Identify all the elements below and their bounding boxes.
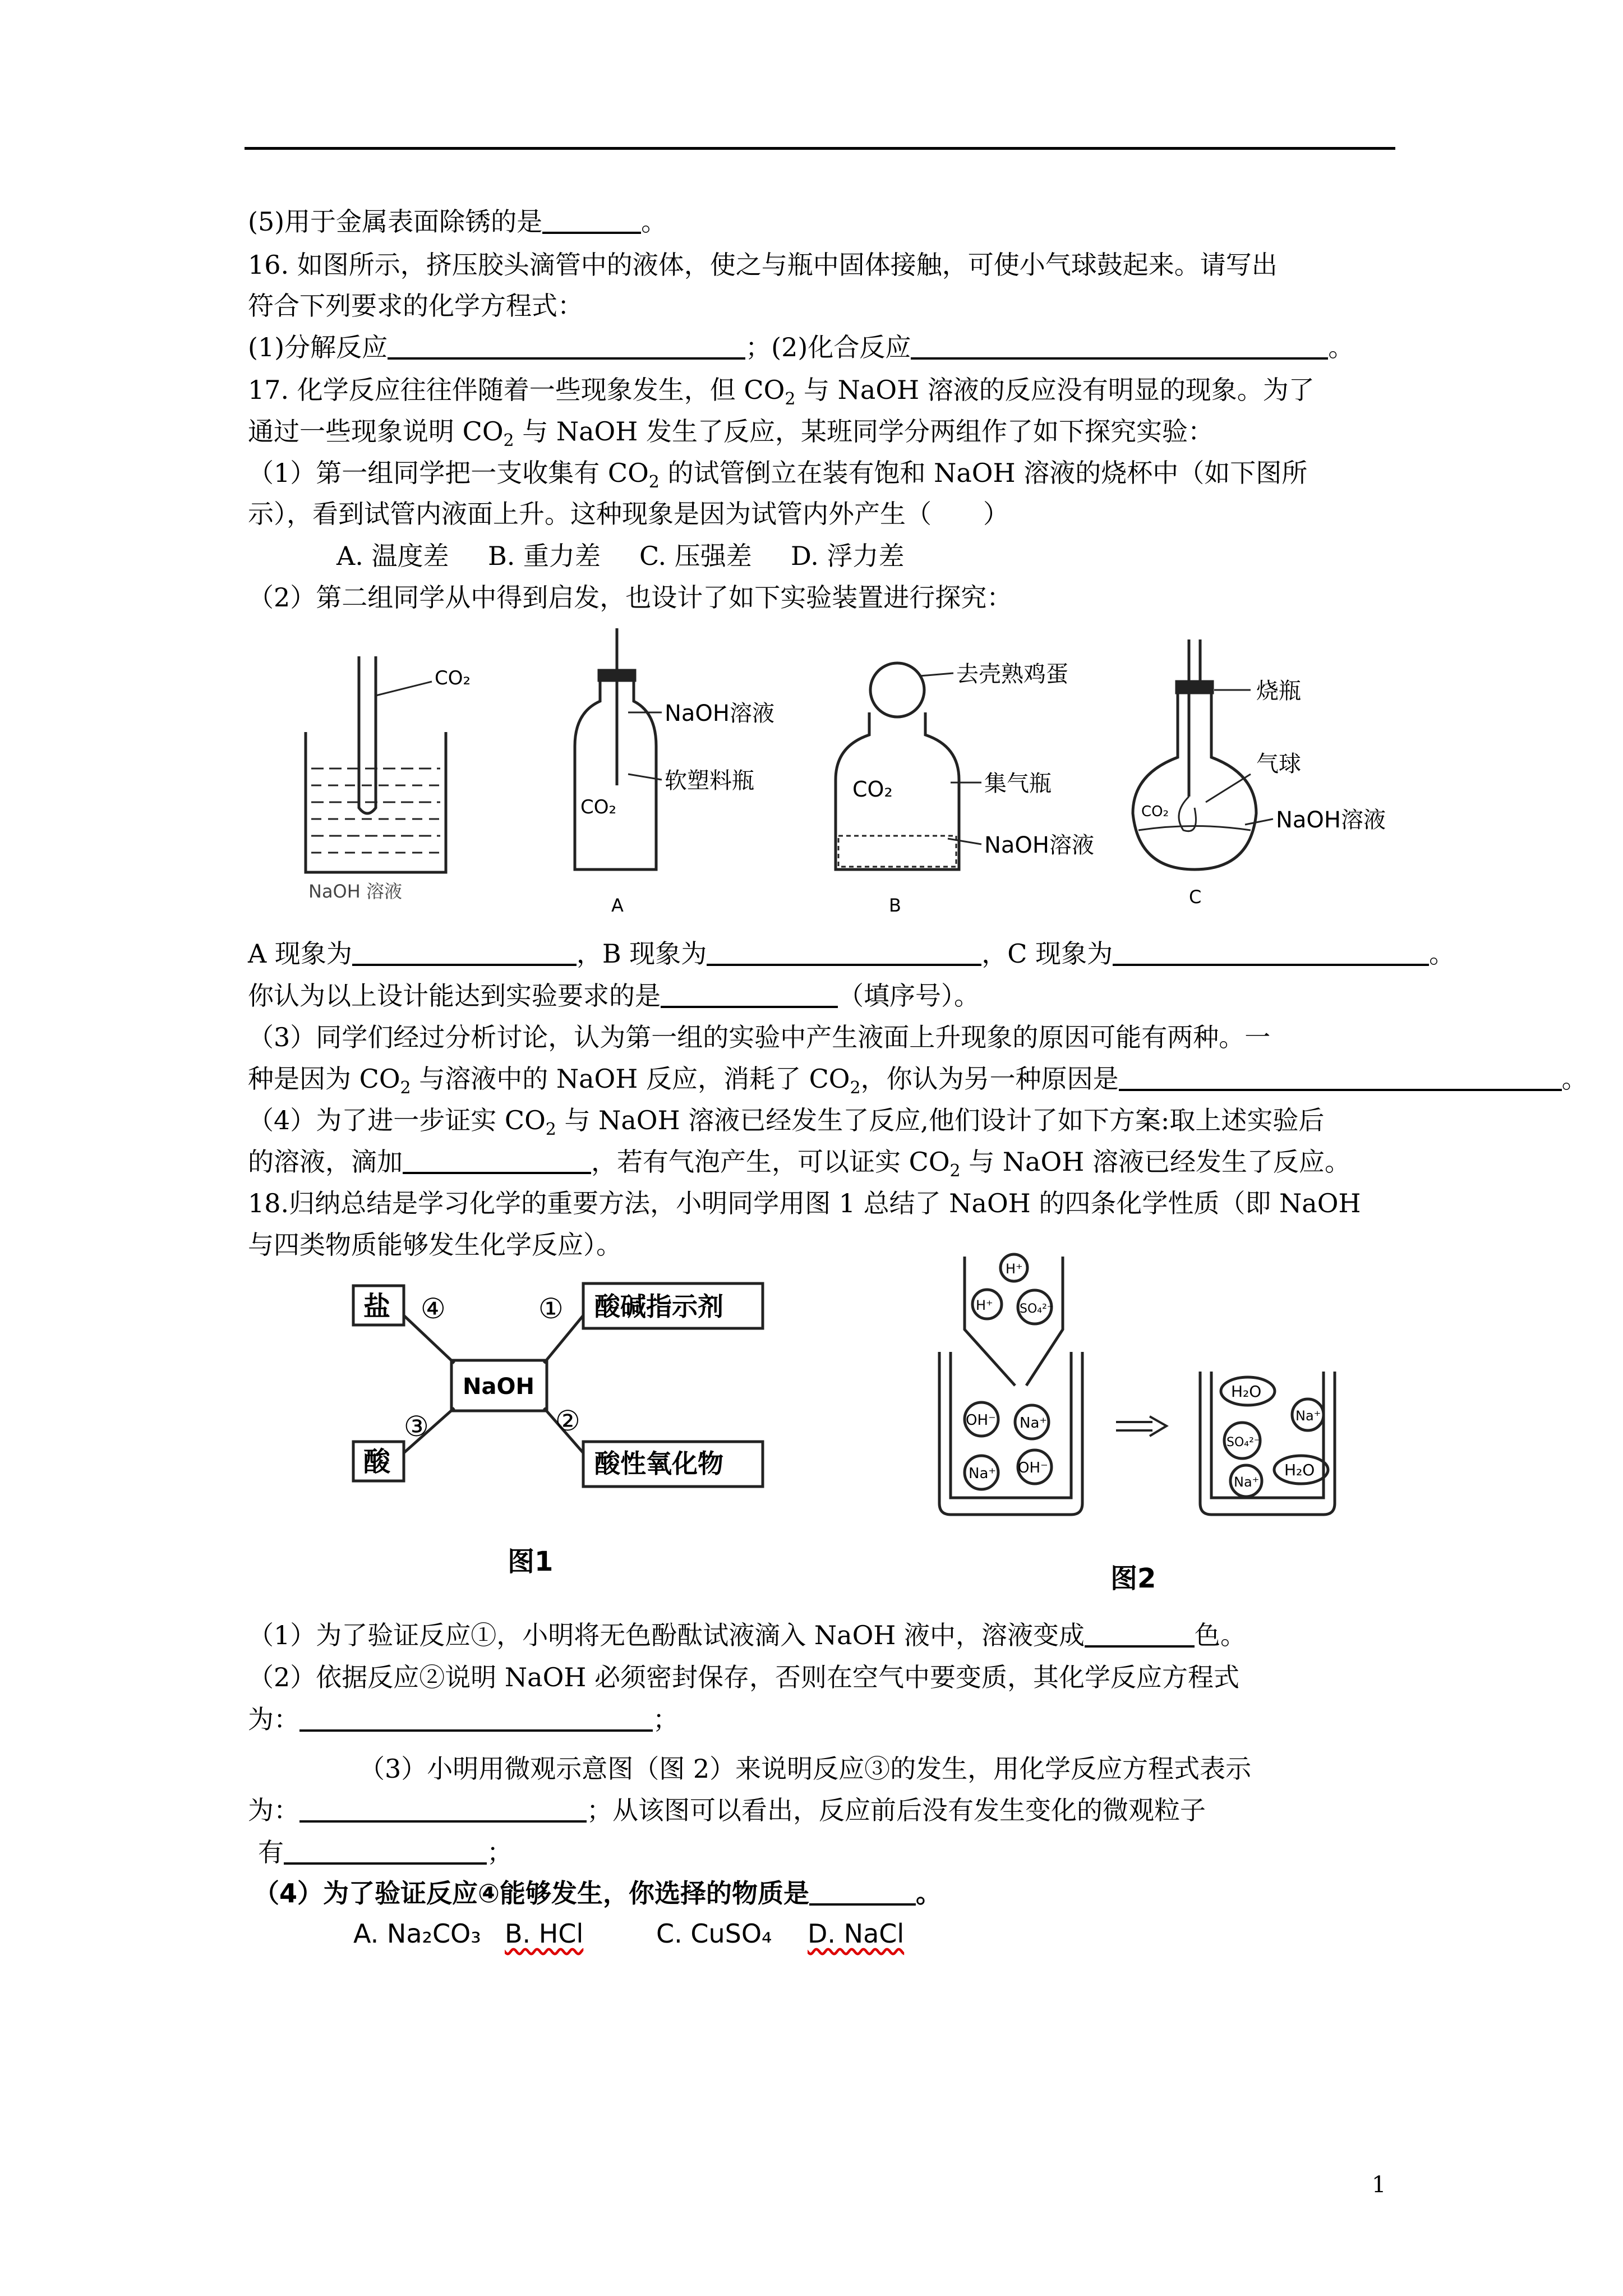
q17-options xyxy=(336,536,942,576)
answer-blank[interactable] xyxy=(299,1792,587,1823)
label-a: A xyxy=(611,895,624,916)
option-a[interactable]: A. 温度差 xyxy=(336,541,449,571)
answer-blank[interactable] xyxy=(1085,1617,1195,1648)
answer-blank[interactable] xyxy=(911,329,1328,360)
q17-text-2: 通过一些现象说明 $CO_2$ 与 NaOH 发生了反应，某班同学分两组作了如下探究实验： xyxy=(248,416,1214,451)
option-c[interactable]: C. 压强差 xyxy=(639,541,752,571)
q18-part3-1: （3）小明用微观示意图（图 2）来说明反应③的发生，用化学反应方程式表示 xyxy=(359,1754,1252,1784)
page-number: 1 xyxy=(1372,2172,1386,2198)
q18-text-1: 18.归纳总结是学习化学的重要方法，小明同学用图 1 总结了 NaOH 的四条化学性质（即 NaOH xyxy=(248,1188,1361,1218)
figure-1-caption: 图1 xyxy=(508,1546,554,1577)
indicator-label: 酸碱指示剂 xyxy=(594,1291,723,1322)
q17-text-1: 17. 化学反应往往伴随着一些现象发生，但 $CO_2$ 与 NaOH 溶液的反应没有明显的现象。为了 xyxy=(248,375,1315,409)
q18-part2-1: （2）依据反应②说明 NaOH 必须密封保存，否则在空气中要变质，其化学反应方程式 xyxy=(248,1662,1240,1692)
reaction-4-marker: ④ xyxy=(421,1292,446,1325)
naoh-label-a: NaOH溶液 xyxy=(665,701,774,726)
answer-blank[interactable] xyxy=(388,329,745,360)
answer-blank[interactable] xyxy=(403,1144,591,1174)
q17-part1-2: 示），看到试管内液面上升。这种现象是因为试管内外产生（ ） xyxy=(248,499,1009,529)
sodium-ion: Na⁺ xyxy=(1295,1408,1321,1424)
co2-label-a: CO₂ xyxy=(580,796,617,818)
label-b: B xyxy=(889,895,901,916)
reaction-2-marker: ② xyxy=(555,1405,580,1437)
figure-2-micro-diagram xyxy=(931,1251,1402,1604)
naoh-label-b: NaOH溶液 xyxy=(984,832,1094,858)
option-a[interactable]: A. Na₂CO₃ xyxy=(353,1918,481,1949)
q17-choice: 你认为以上设计能达到实验要求的是 （填序号）。 xyxy=(248,976,980,1015)
q16-answers: (1)分解反应 ；(2)化合反应 。 xyxy=(248,328,1354,367)
hydroxide-ion: OH⁻ xyxy=(966,1412,996,1429)
header-rule xyxy=(245,147,1395,150)
q15-item5: (5)用于金属表面除锈的是 。 xyxy=(248,202,667,241)
h-plus-ion: H⁺ xyxy=(1006,1261,1023,1277)
gas-bottle-label: 集气瓶 xyxy=(984,771,1052,797)
answer-blank[interactable] xyxy=(352,936,577,966)
q18-text-2: 与四类物质能够发生化学反应）。 xyxy=(248,1230,622,1260)
co2-label-b: CO₂ xyxy=(852,777,893,802)
sodium-ion: Na⁺ xyxy=(1020,1415,1048,1432)
sulfate-ion: SO₄²⁻ xyxy=(1020,1302,1054,1316)
option-d[interactable]: D. NaCl xyxy=(808,1918,905,1949)
reaction-3-marker: ③ xyxy=(404,1410,429,1443)
option-c[interactable]: C. CuSO₄ xyxy=(656,1918,772,1949)
naoh-center-label: NaOH xyxy=(463,1374,534,1400)
q16-text-2: 符合下列要求的化学方程式： xyxy=(248,291,583,321)
q18-options xyxy=(353,1914,959,1953)
salt-label: 盐 xyxy=(363,1291,391,1322)
q17-phenomena: A 现象为 ，B 现象为 ，C 现象为 。 xyxy=(248,934,1455,973)
label-c: C xyxy=(1189,886,1202,908)
water-molecule: H₂O xyxy=(1231,1382,1262,1401)
answer-blank[interactable] xyxy=(1119,1061,1562,1091)
answer-blank[interactable] xyxy=(809,1875,916,1906)
q18-part4: （4）为了验证反应④能够发生，你选择的物质是 。 xyxy=(253,1874,942,1913)
q17-part3-1: （3）同学们经过分析讨论，认为第一组的实验中产生液面上升现象的原因可能有两种。一 xyxy=(248,1022,1271,1052)
apparatus-figure xyxy=(297,628,1408,931)
flask-label: 烧瓶 xyxy=(1256,678,1301,704)
q17-part4-1: （4）为了进一步证实 $CO_2$ 与 NaOH 溶液已经发生了反应,他们设计了如下方案:取上述实验后 xyxy=(248,1105,1325,1140)
q18-part3-2: 为： ；从该图可以看出，反应前后没有发生变化的微观粒子 xyxy=(248,1791,1206,1830)
sulfate-ion: SO₄²⁻ xyxy=(1227,1435,1261,1450)
reaction-1-marker: ① xyxy=(538,1292,564,1325)
figure-2-caption: 图2 xyxy=(1110,1563,1156,1594)
q18-part1: （1）为了验证反应①，小明将无色酚酞试液滴入 NaOH 液中，溶液变成 色。 xyxy=(248,1616,1246,1655)
q17-part3-2: 种是因为 $CO_2$ 与溶液中的 NaOH 反应，消耗了 $CO_2$，你认为另一种原因是 。 xyxy=(248,1059,1588,1098)
option-d[interactable]: D. 浮力差 xyxy=(791,541,905,571)
naoh-label-c: NaOH溶液 xyxy=(1276,807,1386,833)
hydroxide-ion: OH⁻ xyxy=(1018,1460,1048,1476)
option-b[interactable]: B. HCl xyxy=(505,1918,584,1949)
acid-label: 酸 xyxy=(363,1446,391,1478)
q17-part4-2: 的溶液，滴加 ，若有气泡产生，可以证实 $CO_2$ 与 NaOH 溶液已经发生了反应。 xyxy=(248,1142,1350,1181)
answer-blank[interactable] xyxy=(661,978,838,1008)
q16-text-1: 16. 如图所示，挤压胶头滴管中的液体，使之与瓶中固体接触，可使小气球鼓起来。请写出 xyxy=(248,250,1278,280)
acidic-oxide-label: 酸性氧化物 xyxy=(594,1448,723,1479)
q17-part2: （2）第二组同学从中得到启发，也设计了如下实验装置进行探究： xyxy=(248,582,1013,613)
water-molecule: H₂O xyxy=(1284,1461,1315,1479)
soft-bottle-label: 软塑料瓶 xyxy=(665,768,754,794)
co2-label-c: CO₂ xyxy=(1141,803,1169,820)
q18-part2-2: 为： ； xyxy=(248,1700,679,1739)
answer-blank[interactable] xyxy=(707,936,981,966)
sodium-ion: Na⁺ xyxy=(1234,1474,1260,1490)
answer-blank[interactable] xyxy=(284,1834,487,1865)
answer-blank[interactable] xyxy=(1113,936,1429,966)
figure-1-naoh-properties xyxy=(348,1273,774,1588)
h-plus-ion: H⁺ xyxy=(976,1297,993,1313)
q17-part1-1: （1）第一组同学把一支收集有 $CO_2$ 的试管倒立在装有饱和 NaOH 溶液的烧杯中（如下图所 xyxy=(248,458,1308,493)
sodium-ion: Na⁺ xyxy=(969,1465,997,1482)
answer-blank[interactable] xyxy=(299,1701,653,1732)
option-b[interactable]: B. 重力差 xyxy=(488,541,601,571)
balloon-label: 气球 xyxy=(1256,751,1301,777)
co2-label: CO₂ xyxy=(435,667,471,689)
egg-label: 去壳熟鸡蛋 xyxy=(956,661,1068,687)
naoh-solution-label: NaOH 溶液 xyxy=(308,881,402,902)
q18-part3-3: 有 ； xyxy=(258,1833,513,1872)
